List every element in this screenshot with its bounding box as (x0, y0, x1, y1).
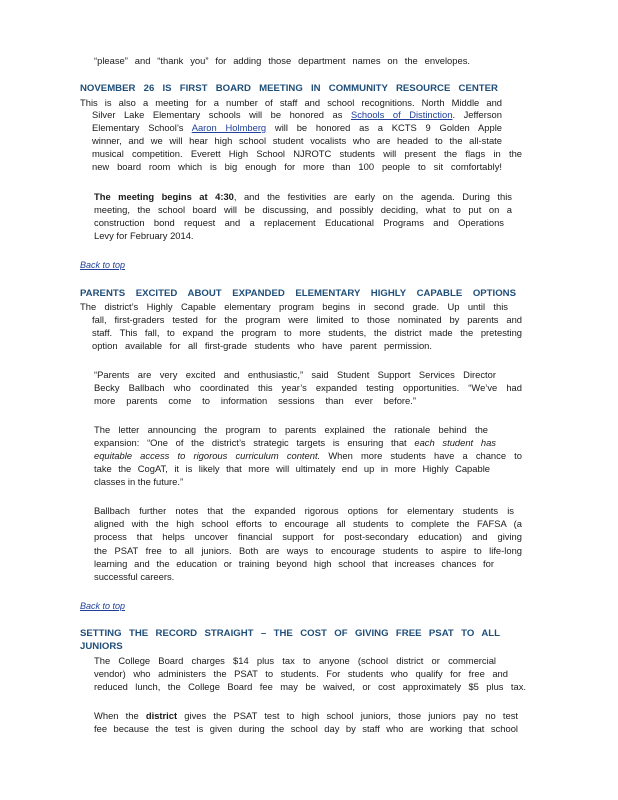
paragraph-line: reduced lunch, the College Board fee may be waived, or cost approximately $5 plus tax. (94, 681, 526, 692)
paragraph-line: Elementary School’s Aaron Holmberg will be honored as a KCTS 9 Golden Apple (92, 122, 502, 133)
section-heading-psat-cost: SETTING THE RECORD STRAIGHT – THE COST OF GIVING FREE PSAT TO ALL (80, 628, 500, 639)
paragraph-line: Silver Lake Elementary schools will be honored as Schools of Distinction. Jefferson (92, 109, 502, 120)
meeting-time-bold: The meeting begins at 4:30 (94, 191, 234, 202)
paragraph-line: the PSAT free to all juniors. Both are ways to encourage students to aspire to life-long (94, 545, 522, 556)
paragraph-line: vendor) who administers the PSAT to students. For students who qualify for free and (94, 668, 508, 679)
back-to-top-link[interactable]: Back to top (80, 601, 126, 611)
paragraph-line: fee because the test is given during the school day by staff who are working that school (94, 723, 518, 734)
paragraph-line: successful careers. (94, 571, 175, 582)
paragraph-line: The meeting begins at 4:30, and the festivities are early on the agenda. During this (94, 191, 512, 202)
paragraph-line: The letter announcing the program to parents explained the rationale behind the (94, 424, 488, 435)
aaron-holmberg-link[interactable]: Aaron Holmberg (191, 122, 267, 133)
paragraph-line: staff. This fall, to expand the program to more students, the district made the pretesting (92, 327, 522, 338)
paragraph-line: expansion: “One of the district’s strategic targets is ensuring that each student has (94, 437, 496, 448)
schools-of-distinction-link[interactable]: Schools of Distinction (350, 109, 453, 120)
intro-text: “please” and “thank you” for adding those department names on the envelopes. (94, 55, 470, 66)
paragraph-line: learning and the education or training beyond high school that increases chances for (94, 558, 494, 569)
section-heading-board-meeting: NOVEMBER 26 IS FIRST BOARD MEETING IN COMMUNITY RESOURCE CENTER (80, 83, 498, 94)
paragraph-line: musical competition. Everett High School NJROTC students will present the flags in the (92, 148, 522, 159)
paragraph-line: When the district gives the PSAT test to high school juniors, those juniors pay no test (94, 710, 518, 721)
paragraph-line: more parents come to information sessions than ever before.” (94, 395, 416, 406)
paragraph-line: equitable access to rigorous curriculum content. When more students have a chance to (94, 450, 522, 461)
paragraph-line: The College Board charges $14 plus tax to anyone (school district or commercial (94, 655, 496, 666)
section-heading-highly-capable: PARENTS EXCITED ABOUT EXPANDED ELEMENTARY HIGHLY CAPABLE OPTIONS (80, 288, 516, 299)
paragraph-line: construction bond request and a replacement Educational Programs and Operations (94, 217, 504, 228)
paragraph-line: The district’s Highly Capable elementary program begins in second grade. Up until this (80, 301, 508, 312)
paragraph-line: meeting, the school board will be discussing, and possibly deciding, what to put on a (94, 204, 512, 215)
paragraph-line: winner, and we will hear high school student vocalists who are headed to the all-state (92, 135, 502, 146)
paragraph-line: Levy for February 2014. (94, 230, 194, 241)
paragraph-line: Ballbach further notes that the expanded rigorous options for elementary students is (94, 505, 514, 516)
paragraph-line: process that helps uncover financial support for post-secondary education) and giving (94, 531, 522, 542)
paragraph-line: classes in the future.” (94, 476, 184, 487)
paragraph-line: new board room which is big enough for more than 100 people to sit comfortably! (92, 161, 502, 172)
paragraph-line: This is also a meeting for a number of staff and school recognitions. North Middle and (80, 97, 502, 108)
paragraph-line: option available for all first-grade students who have parent permission. (92, 340, 432, 351)
paragraph-line: “Parents are very excited and enthusiastic,” said Student Support Services Director (94, 369, 496, 380)
paragraph-line: fall, first-graders tested for the program were limited to those nominated by parents and (92, 314, 522, 325)
section-heading-psat-cost-cont: JUNIORS (80, 641, 123, 652)
paragraph-line: take the CogAT, it is likely that more will ultimately end up in more Highly Capable (94, 463, 490, 474)
paragraph-line: Becky Ballbach who coordinated this year’s expanded testing opportunities. “We’ve had (94, 382, 522, 393)
back-to-top-link[interactable]: Back to top (80, 260, 126, 270)
paragraph-line: aligned with the high school efforts to encourage all students to complete the FAFSA (a (94, 518, 522, 529)
